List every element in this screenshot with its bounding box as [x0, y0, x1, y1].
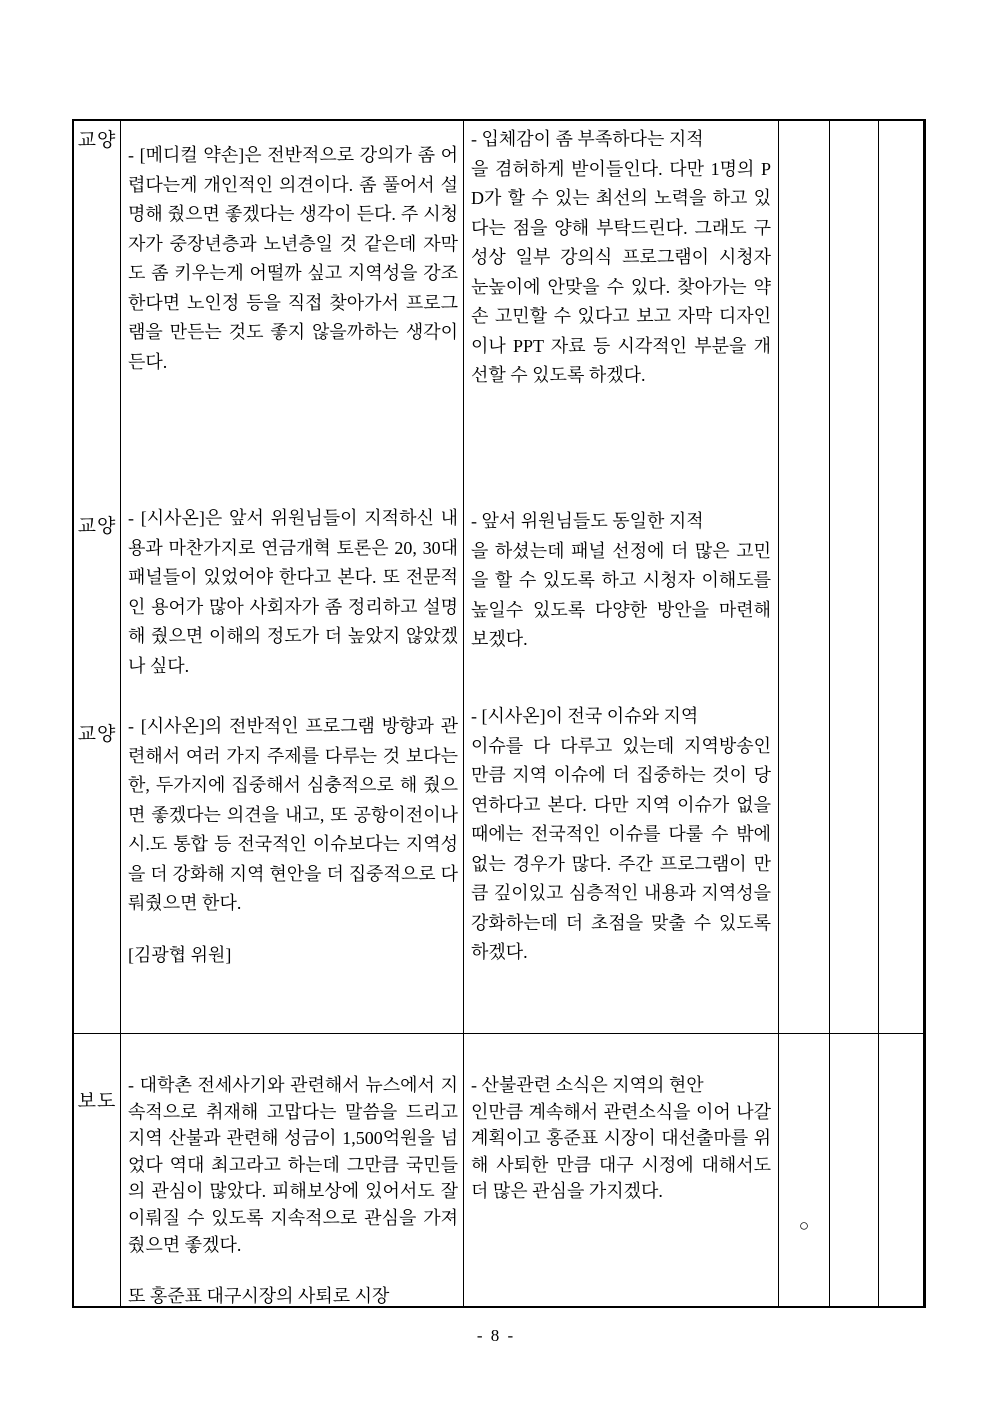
- category-label-culture-3: 교양: [77, 724, 117, 745]
- opinion-column: [121, 121, 464, 1033]
- response-lead-news: - 산불관련 소식은 지역의 현안: [471, 1075, 704, 1095]
- mark-column-3: [879, 1034, 923, 1306]
- category-column: [74, 121, 121, 1033]
- response-lead-sisaon-2: - [시사온]이 전국 이슈와 지역: [471, 706, 699, 726]
- response-body-sisaon-1: 을 하셨는데 패널 선정에 더 많은 고민을 할 수 있도록 하고 시청자 이해도를 높일수 있도록 다양한 방안을 마련해 보겠다.: [471, 540, 771, 649]
- mark-column-2: [830, 121, 879, 1033]
- attribution-text: [김광협 위원]: [128, 945, 232, 965]
- opinion-text-sisaon-2: - [시사온]의 전반적인 프로그램 방향과 관련해서 여러 가지 주제를 다루는 것 보다는 한, 두가지에 집중해서 심충적으로 해 줬으면 좋겠다는 의견을 내고, 또 공항이전이나 시.도 통합 등 전국적인 이슈보다는 지역성을 더 강화해 지역 현안을 더 집중적으로 다뤄줬으면 한다.: [128, 716, 458, 913]
- opinion-text-news-continued: 또 홍준표 대구시장의 사퇴로 시장: [128, 1286, 390, 1306]
- mark-column-3: [879, 121, 923, 1033]
- category-label-culture-2: 교양: [77, 516, 117, 537]
- category-label-culture-1: 교양: [77, 130, 117, 151]
- opinion-column: [121, 1034, 464, 1306]
- response-lead-medical: - 입체감이 좀 부족하다는 지적: [471, 129, 704, 149]
- response-column: [464, 1034, 779, 1306]
- approval-mark: ○: [798, 1216, 810, 1235]
- response-body-sisaon-2: 이슈를 다 다루고 있는데 지역방송인 만큼 지역 이슈에 더 집중하는 것이 당연하다고 본다. 다만 지역 이슈가 없을때에는 전국적인 이슈를 다룰 수 밖에 없는 경우가 많다. 주간 프로그램이 만큼 깊이있고 심층적인 내용과 지역성을 강화하는데 더 초점을 맞출 수 있도록 하겠다.: [471, 735, 771, 962]
- response-column: [464, 121, 779, 1033]
- review-table: [72, 119, 926, 1308]
- category-label-news: 보도: [77, 1091, 117, 1112]
- opinion-text-sisaon-1: - [시사온]은 앞서 위원님들이 지적하신 내용과 마찬가지로 연금개혁 토론은 20, 30대 패널들이 있었어야 한다고 본다. 또 전문적인 용어가 많아 사회자가 좀 정리하고 설명해 줬으면 이해의 정도가 더 높았지 않았겠나 싶다.: [128, 508, 458, 676]
- mark-column-2: [830, 1034, 879, 1306]
- opinion-text-news: - 대학촌 전세사기와 관련해서 뉴스에서 지속적으로 취재해 고맙다는 말씀을 드리고 지역 산불과 관련해 성금이 1,500억원을 넘었다 역대 최고라고 하는데 그만큼 국민들의 관심이 많았다. 피해보상에 있어서도 잘 이뤄질 수 있도록 지속적으로 관심을 가져줬으면 좋겠다.: [128, 1075, 458, 1255]
- response-lead-sisaon-1: - 앞서 위원님들도 동일한 지적: [471, 511, 704, 531]
- table-section-culture: [74, 121, 923, 1034]
- category-column: [74, 1034, 121, 1306]
- opinion-text-medical: - [메디컬 약손]은 전반적으로 강의가 좀 어렵다는게 개인적인 의견이다. 좀 풀어서 설명해 줬으면 좋겠다는 생각이 든다. 주 시청자가 중장년층과 노년층일 것 같은데 자막도 좀 키우는게 어떨까 싶고 지역성을 강조한다면 노인정 등을 직접 찾아가서 프로그램을 만든는 것도 좋지 않을까하는 생각이 든다.: [128, 145, 458, 372]
- mark-column-1: [779, 121, 830, 1033]
- mark-column-1: [779, 1034, 830, 1306]
- page-number: - 8 -: [476, 1326, 516, 1345]
- table-section-news: [74, 1034, 923, 1306]
- response-body-news: 인만큼 계속해서 관련소식을 이어 나갈 계획이고 홍준표 시장이 대선출마를 위해 사퇴한 만큼 대구 시정에 대해서도 더 많은 관심을 가지겠다.: [471, 1101, 771, 1202]
- response-body-medical: 을 겸허하게 받이들인다. 다만 1명의 PD가 할 수 있는 최선의 노력을 하고 있다는 점을 양해 부탁드린다. 그래도 구성상 일부 강의식 프로그램이 시청자 눈높이에 안맞을 수 있다. 찾아가는 약손 고민할 수 있다고 보고 자막 디자인이나 PPT 자료 등 시각적인 부분을 개선할 수 있도록 하겠다.: [471, 158, 771, 385]
